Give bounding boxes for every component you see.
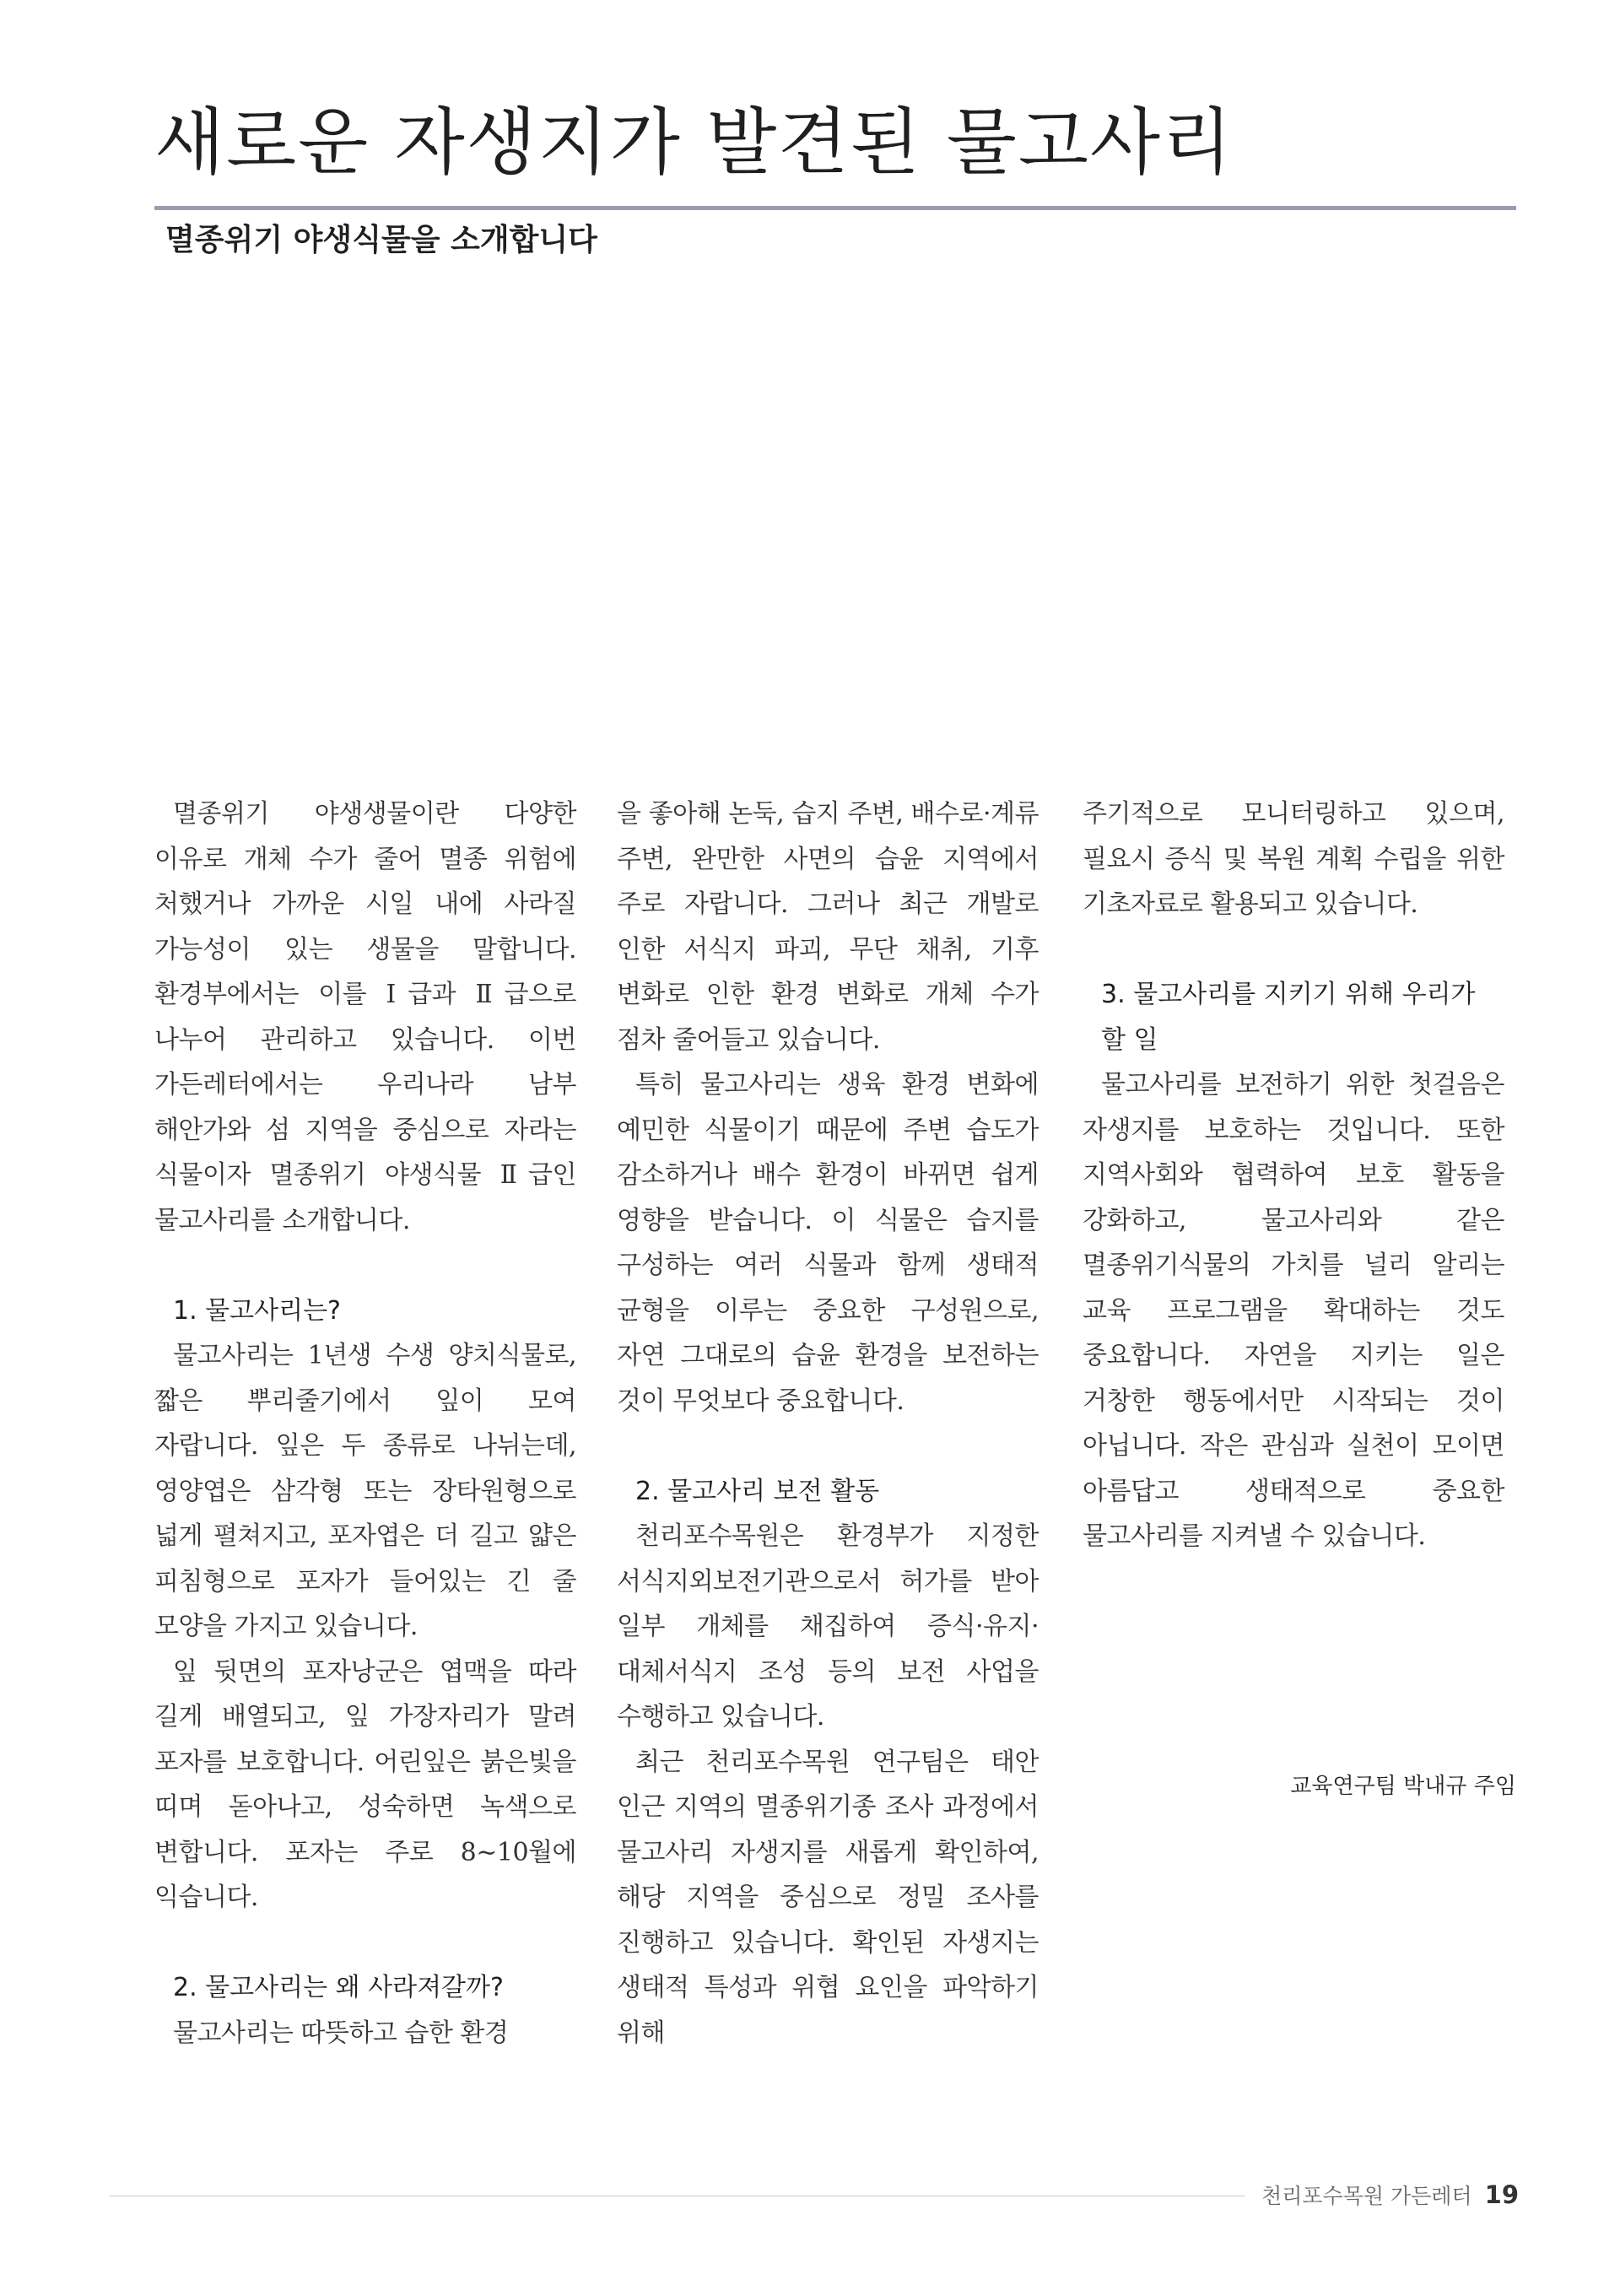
article-title: 새로운 자생지가 발견된 물고사리 [154, 100, 1234, 185]
body-paragraph: 물고사리를 보전하기 위한 첫걸음은 자생지를 보호하는 것입니다. 또한 지역사회와 협력하여 보호 활동을 강화하고, 물고사리와 같은 멸종위기식물의 가치를 널리 알리는 교육 프로그램을 확대하는 것도 중요합니다. 자연을 지키는 일은 거창한 행동에서만 시작되는 것이 아닙니다. 작은 관심과 실천이 모이면 아름답고 생태적으로 중요한 물고사리를 지켜낼 수 있습니다. [1083, 1070, 1504, 1551]
author-credit: 교육연구팀 박내규 주임 [1290, 1774, 1516, 1799]
section-heading: 3. 물고사리를 지키기 위해 우리가 할 일 [1101, 980, 1476, 1055]
text-column-1 [154, 791, 576, 2056]
section-heading: 2. 물고사리는 왜 사라져갈까? [173, 1973, 504, 2002]
body-paragraph: 천리포수목원은 환경부가 지정한 서식지외보전기관으로서 허가를 받아 일부 개체를 채집하여 증식·유지·대체서식지 조성 등의 보전 사업을 수행하고 있습니다. [617, 1521, 1039, 1731]
publication-name: 천리포수목원 가든레터 [1261, 2184, 1472, 2208]
body-paragraph: 최근 천리포수목원 연구팀은 태안 인근 지역의 멸종위기종 조사 과정에서 물고사리 자생지를 새롭게 확인하여, 해당 지역을 중심으로 정밀 조사를 진행하고 있습니다. 확인된 자생지는 생태적 특성과 위협 요인을 파악하기 위해 [617, 1747, 1039, 2048]
body-paragraph: 을 좋아해 논둑, 습지 주변, 배수로·계류 주변, 완만한 사면의 습윤 지역에서 주로 자랍니다. 그러나 최근 개발로 인한 서식지 파괴, 무단 채취, 기후 변화로 인한 환경 변화로 개체 수가 점차 줄어들고 있습니다. [617, 799, 1039, 1055]
body-paragraph: 멸종위기 야생생물이란 다양한 이유로 개체 수가 줄어 멸종 위험에 처했거나 가까운 시일 내에 사라질 가능성이 있는 생물을 말합니다. 환경부에서는 이를 Ⅰ급과 Ⅱ급으로 나누어 관리하고 있습니다. 이번 가든레터에서는 우리나라 남부 해안가와 섬 지역을 중심으로 자라는 식물이자 멸종위기 야생식물 Ⅱ급인 물고사리를 소개합니다. [154, 799, 576, 1235]
title-divider [154, 206, 1516, 210]
page-footer [1261, 2180, 1519, 2210]
page-number: 19 [1484, 2180, 1519, 2209]
body-paragraph: 특히 물고사리는 생육 환경 변화에 예민한 식물이기 때문에 주변 습도가 감소하거나 배수 환경이 바뀌면 쉽게 영향을 받습니다. 이 식물은 습지를 구성하는 여러 식물과 함께 생태적 균형을 이루는 중요한 구성원으로, 자연 그대로의 습윤 환경을 보전하는 것이 무엇보다 중요합니다. [617, 1070, 1039, 1416]
text-column-2 [617, 791, 1039, 2056]
text-column-3 [1083, 791, 1504, 1559]
body-paragraph: 주기적으로 모니터링하고 있으며, 필요시 증식 및 복원 계획 수립을 위한 기초자료로 활용되고 있습니다. [1083, 799, 1504, 919]
body-paragraph: 물고사리는 1년생 수생 양치식물로, 짧은 뿌리줄기에서 잎이 모여 자랍니다. 잎은 두 종류로 나뉘는데, 영양엽은 삼각형 또는 장타원형으로 넓게 펼쳐지고, 포자엽은 더 길고 얇은 피침형으로 포자가 들어있는 긴 줄 모양을 가지고 있습니다. [154, 1341, 576, 1641]
body-paragraph: 잎 뒷면의 포자낭군은 엽맥을 따라 길게 배열되고, 잎 가장자리가 말려 포자를 보호합니다. 어린잎은 붉은빛을 띠며 돋아나고, 성숙하면 녹색으로 변합니다. 포자는 주로 8~10월에 익습니다. [154, 1656, 576, 1912]
section-heading: 1. 물고사리는? [173, 1295, 341, 1326]
article-subtitle: 멸종위기 야생식물을 소개합니다 [165, 223, 597, 257]
section-heading: 2. 물고사리 보전 활동 [635, 1476, 880, 1506]
body-paragraph: 물고사리는 따뜻하고 습한 환경 [173, 2018, 509, 2048]
